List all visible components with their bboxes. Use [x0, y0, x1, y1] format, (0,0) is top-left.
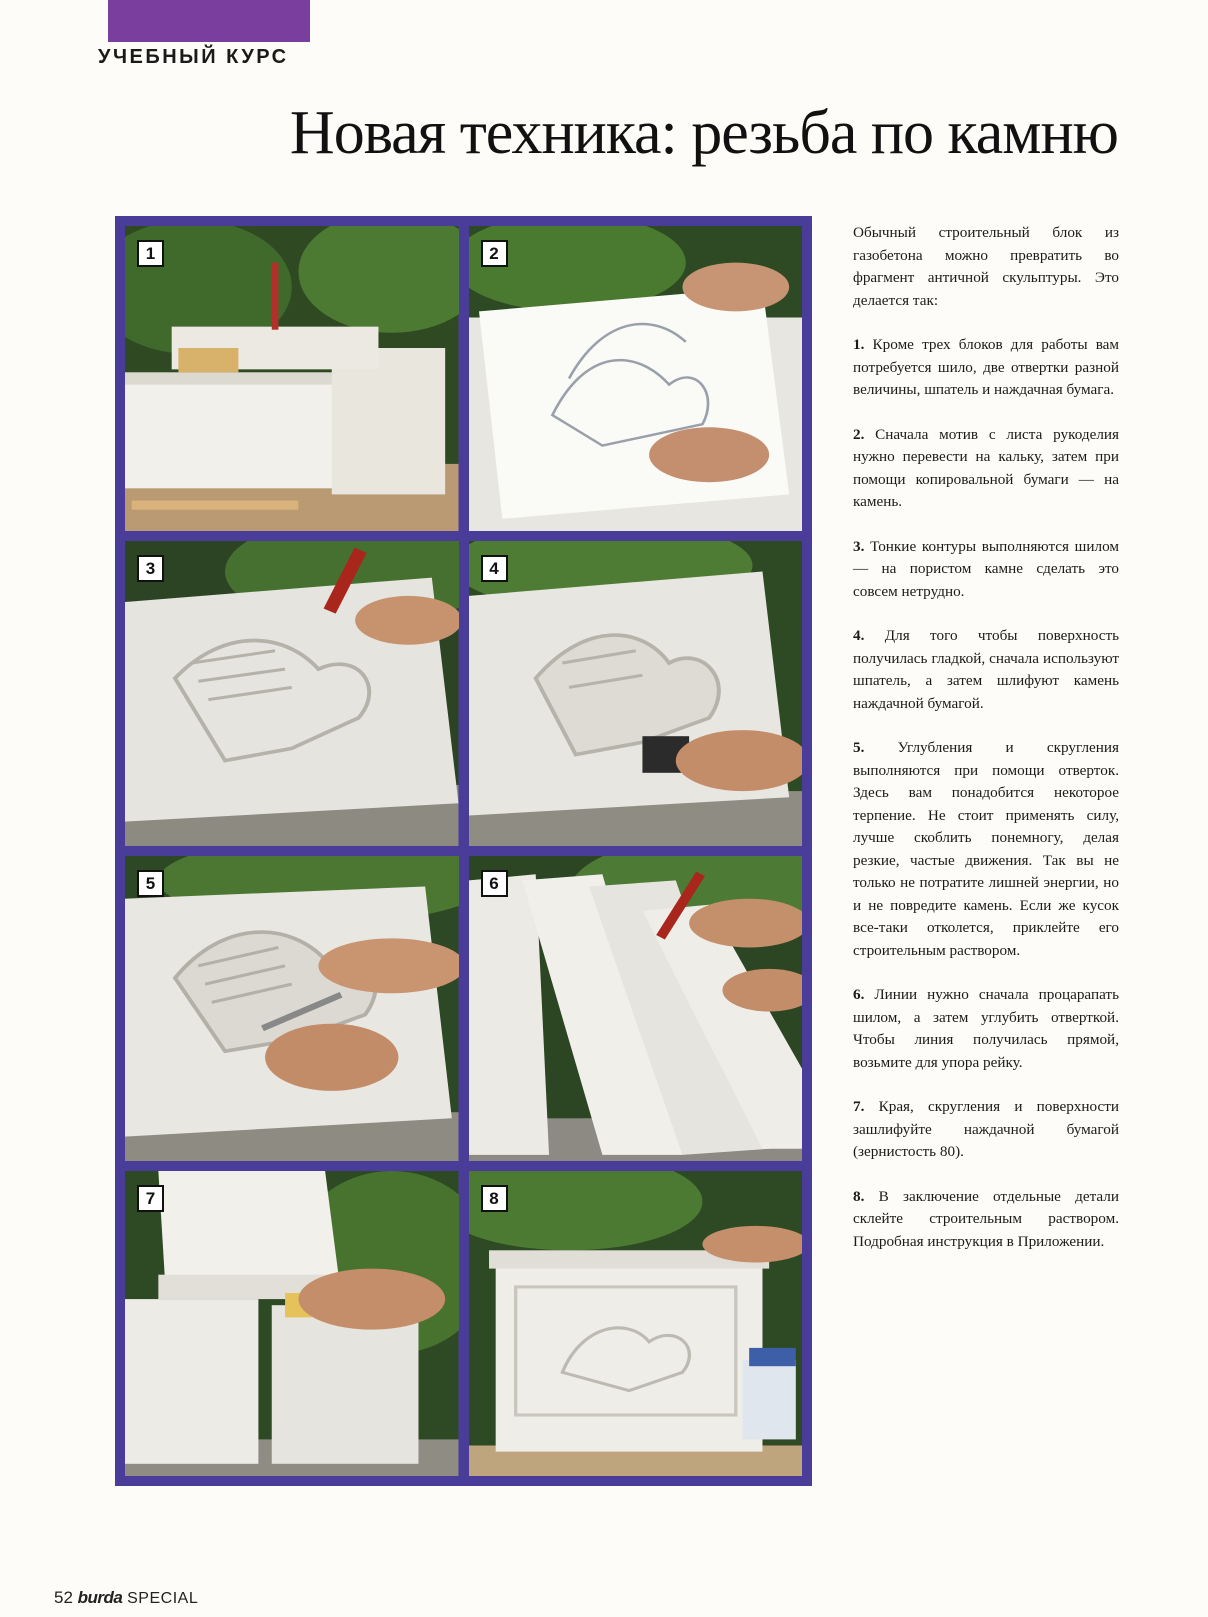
step-number: 2.	[853, 425, 865, 443]
photo-number: 5	[137, 870, 164, 897]
photo-number: 4	[481, 555, 508, 582]
photo-number: 6	[481, 870, 508, 897]
photo-sanding-edges	[125, 1171, 459, 1476]
step-number: 8.	[853, 1187, 865, 1205]
step-number: 7.	[853, 1098, 865, 1115]
page-footer	[54, 1588, 198, 1608]
step-number: 3.	[853, 537, 865, 555]
edition-label: SPECIAL	[127, 1590, 199, 1607]
step-number: 4.	[853, 627, 865, 644]
brand-logo: burda	[77, 1588, 123, 1607]
step-paragraph-1	[853, 334, 1119, 402]
step-number: 1.	[853, 336, 865, 353]
photo-number: 8	[481, 1185, 508, 1212]
section-label: УЧЕБНЫЙ КУРС	[98, 46, 289, 68]
step-text: Сначала мотив с листа рукоделия нужно перевести на кальку, затем при помощи копировальной бумаги — на камень.	[853, 425, 1120, 510]
photo-scratching-lines	[469, 856, 803, 1161]
photo-assembled-box	[469, 1171, 803, 1476]
step-paragraph-3	[853, 536, 1119, 604]
step-paragraph-8	[853, 1186, 1119, 1254]
photo-step-3	[125, 541, 459, 846]
step-text: Углубления и скругления выполняются при помощи отверток. Здесь вам понадобится некоторое терпение. Не стоит применять силу, лучше скоблить понемногу, делая резкие, частые движения. Так вы не только не потратите лишней энергии, но и не повредите камень. Если же кусок все-таки отколется, приклейте его строительным раствором.	[853, 739, 1119, 959]
step-paragraph-2	[853, 424, 1119, 514]
photo-number: 7	[137, 1185, 164, 1212]
photo-tools-and-blocks	[125, 226, 459, 531]
section-color-tab	[108, 0, 310, 42]
photo-awl-outlines	[125, 541, 459, 846]
step-text: Тонкие контуры выполняются шилом — на пористом камне сделать это совсем нетрудно.	[853, 537, 1119, 600]
step-paragraph-7	[853, 1096, 1119, 1164]
step-text: Кроме трех блоков для работы вам потребуется шило, две отвертки разной величины, шпатель и наждачная бумага.	[853, 336, 1120, 398]
photo-screwdriver-carving	[125, 856, 459, 1161]
photo-number: 1	[137, 240, 164, 267]
step-paragraph-5	[853, 737, 1119, 962]
photo-step-5	[125, 856, 459, 1161]
step-text: Линии нужно сначала процарапать шилом, а затем углубить отверткой. Чтобы линия получилась прямой, возьмите для упора рейку.	[853, 986, 1119, 1071]
photo-step-4	[469, 541, 803, 846]
page-number: 52	[54, 1588, 73, 1607]
photo-step-6	[469, 856, 803, 1161]
photo-grid	[115, 216, 812, 1486]
step-paragraph-6	[853, 984, 1119, 1074]
photo-number: 2	[481, 240, 508, 267]
page-title: Новая техника: резьба по камню	[289, 99, 1118, 167]
photo-step-2	[469, 226, 803, 531]
step-number: 6.	[853, 986, 865, 1003]
article-text	[853, 222, 1119, 1275]
photo-tracing-motif	[469, 226, 803, 531]
step-text: Края, скругления и поверхности зашлифуйте наждачной бумагой (зернистость 80).	[853, 1098, 1120, 1160]
step-text: В заключение отдельные детали склейте строительным раствором. Подробная инструкция в Приложении.	[853, 1187, 1120, 1250]
step-text: Для того чтобы поверхность получилась гладкой, сначала используют шпатель, а затем шлифуют камень наждачной бумагой.	[853, 627, 1120, 712]
step-number: 5.	[853, 739, 865, 756]
photo-number: 3	[137, 555, 164, 582]
photo-spatula-smoothing	[469, 541, 803, 846]
photo-step-8	[469, 1171, 803, 1476]
photo-step-1	[125, 226, 459, 531]
intro-paragraph: Обычный строительный блок из газобетона можно превратить во фрагмент античной скульптуры. Это делается так:	[853, 224, 1119, 309]
photo-step-7	[125, 1171, 459, 1476]
step-paragraph-4	[853, 625, 1119, 715]
